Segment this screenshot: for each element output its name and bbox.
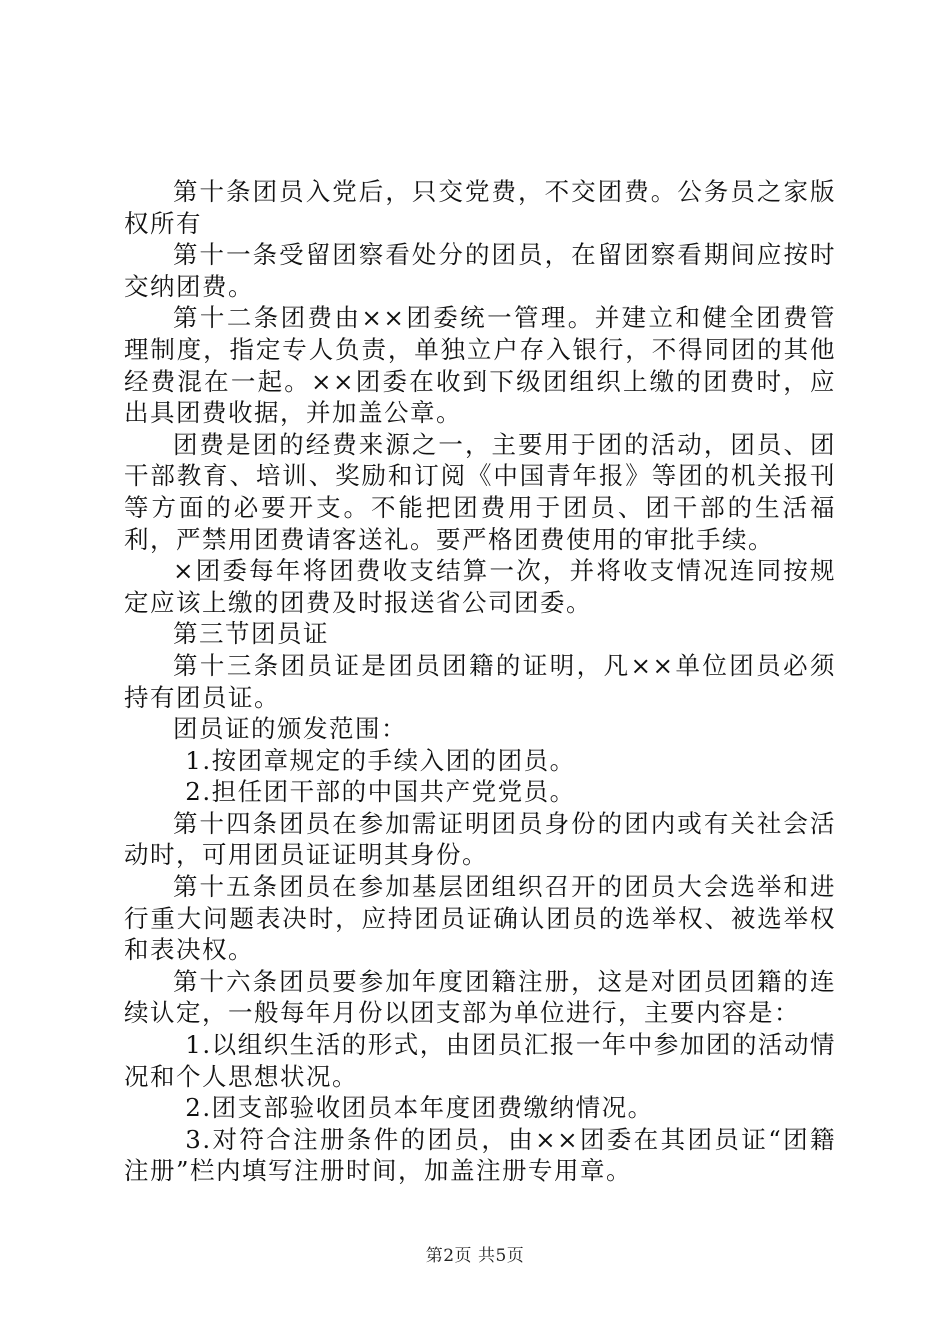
list-item: 1.以组织生活的形式，由团员汇报一年中参加团的活动情况和个人思想状况。 — [124, 1030, 836, 1091]
paragraph: 第十一条受留团察看处分的团员，在留团察看期间应按时交纳团费。 — [124, 240, 836, 301]
paragraph: 团费是团的经费来源之一，主要用于团的活动，团员、团干部教育、培训、奖励和订阅《中国青年报》等团的机关报刊等方面的必要开支。不能把团费用于团员、团干部的生活福利，严禁用团费请客送礼。要严格团费使用的审批手续。 — [124, 429, 836, 554]
paragraph: 第十四条团员在参加需证明团员身份的团内或有关社会活动时，可用团员证证明其身份。 — [124, 808, 836, 870]
paragraph: 第十二条团费由××团委统一管理。并建立和健全团费管理制度，指定专人负责，单独立户存入银行，不得同团的其他经费混在一起。××团委在收到下级团组织上缴的团费时，应出具团费收据，并加盖公章。 — [124, 303, 836, 428]
list-item: 2.团支部验收团员本年度团费缴纳情况。 — [185, 1093, 654, 1123]
paragraph: 团员证的颁发范围： — [173, 714, 407, 744]
paragraph: 第十条团员入党后，只交党费，不交团费。公务员之家版权所有 — [124, 177, 836, 238]
list-item: 1.按团章规定的手续入团的团员。 — [185, 745, 576, 775]
page-number-footer: 第2页 共5页 — [425, 1246, 525, 1266]
paragraph: 第十三条团员证是团员团籍的证明，凡××单位团员必须持有团员证。 — [124, 650, 836, 712]
list-item: 2.担任团干部的中国共产党党员。 — [185, 777, 576, 807]
list-item: 3.对符合注册条件的团员，由××团委在其团员证“团籍注册”栏内填写注册时间，加盖注册专用章。 — [124, 1124, 836, 1186]
section-heading: 第三节团员证 — [173, 619, 329, 649]
paragraph: 第十六条团员要参加年度团籍注册，这是对团员团籍的连续认定，一般每年月份以团支部为单位进行，主要内容是： — [124, 966, 836, 1028]
paragraph: ×团委每年将团费收支结算一次，并将收支情况连同按规定应该上缴的团费及时报送省公司团委。 — [124, 556, 836, 617]
paragraph: 第十五条团员在参加基层团组织召开的团员大会选举和进行重大问题表决时，应持团员证确认团员的选举权、被选举权和表决权。 — [124, 872, 836, 965]
document-body — [124, 176, 836, 1187]
